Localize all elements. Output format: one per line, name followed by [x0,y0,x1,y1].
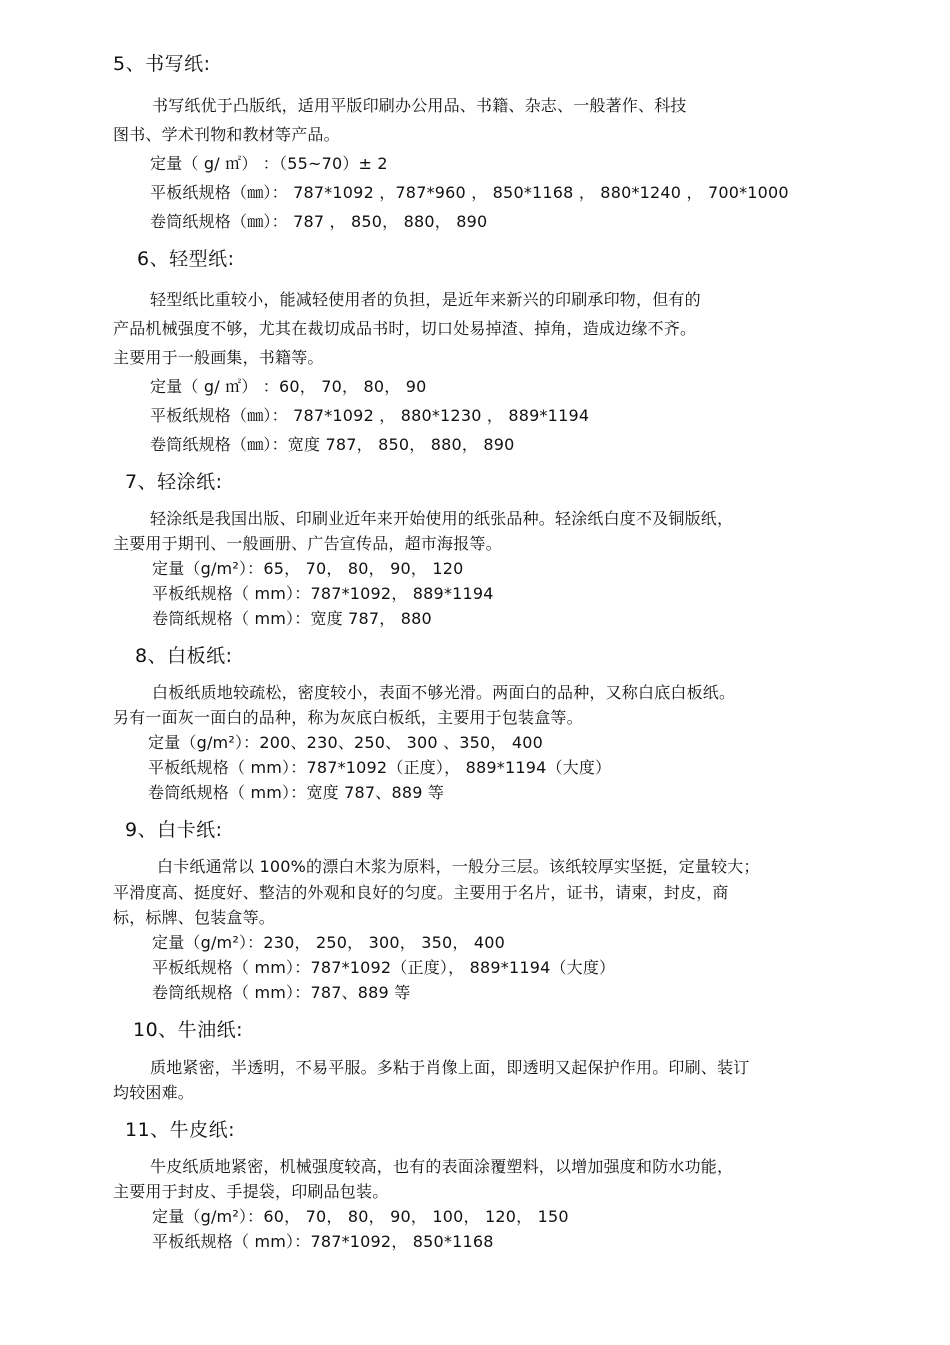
paragraph-line: 轻涂纸是我国出版、印刷业近年来开始使用的纸张品种。轻涂纸白度不及铜版纸， [150,509,734,528]
spec-line: 卷筒纸规格（ mm）：宽度 787， 880 [152,609,432,628]
spec-line: 平板纸规格（ mm）：787*1092， 850*1168 [152,1232,494,1251]
spec-line: 卷筒纸规格（㎜）：宽度 787， 850， 880， 890 [150,435,515,454]
paragraph-line: 白卡纸通常以 100%的漂白木浆为原料，一般分三层。该纸较厚实坚挺，定量较大； [157,857,760,876]
spec-line: 卷筒纸规格（㎜）： 787 ， 850， 880， 890 [150,212,488,231]
paragraph-line: 另有一面灰一面白的品种，称为灰底白板纸，主要用于包装盒等。 [113,708,583,727]
section-heading: 10、牛油纸: [133,1019,244,1041]
paragraph-line: 书写纸优于凸版纸，适用平版印刷办公用品、书籍、杂志、一般著作、科技 [152,96,687,115]
paragraph-line: 主要用于封皮、手提袋，印刷品包装。 [113,1182,389,1201]
paragraph-line: 主要用于期刊、一般画册、广告宣传品，超市海报等。 [113,534,502,553]
paragraph-line: 标，标牌、包装盒等。 [113,908,276,927]
paragraph-line: 主要用于一般画集，书籍等。 [113,348,324,367]
spec-line: 平板纸规格（ mm）：787*1092（正度）， 889*1194（大度） [152,958,616,977]
paragraph-line: 均较困难。 [113,1083,195,1102]
section-heading: 7、轻涂纸: [125,471,223,493]
spec-line: 平板纸规格（ mm）：787*1092， 889*1194 [152,584,494,603]
spec-line: 定量（ g/ ㎡） ：（55~70）± 2 [150,154,388,173]
paragraph-line: 图书、学术刊物和教材等产品。 [113,125,340,144]
paragraph-line: 平滑度高、挺度好、整洁的外观和良好的匀度。主要用于名片，证书，请柬，封皮，商 [113,883,729,902]
spec-line: 定量（g/m²）：60， 70， 80， 90， 100， 120， 150 [152,1207,569,1226]
spec-line: 定量（g/m²）：200、230、250、 300 、350， 400 [148,733,544,752]
paragraph-line: 牛皮纸质地紧密，机械强度较高，也有的表面涂覆塑料，以增加强度和防水功能， [150,1157,734,1176]
section-heading: 11、牛皮纸: [125,1119,236,1141]
spec-line: 定量（ g/ ㎡） ：60， 70， 80， 90 [150,377,427,396]
section-heading: 5、书写纸: [113,53,211,75]
paragraph-line: 白板纸质地较疏松，密度较小，表面不够光滑。两面白的品种，又称白底白板纸。 [152,683,736,702]
paragraph-line: 产品机械强度不够，尤其在裁切成品书时，切口处易掉渣、掉角，造成边缘不齐。 [113,319,697,338]
paragraph-line: 轻型纸比重较小，能减轻使用者的负担，是近年来新兴的印刷承印物，但有的 [150,290,701,309]
paragraph-line: 质地紧密，半透明，不易平服。多粘于肖像上面，即透明又起保护作用。印刷、装订 [150,1058,750,1077]
spec-line: 平板纸规格（ mm）：787*1092（正度）， 889*1194（大度） [148,758,612,777]
spec-line: 定量（g/m²）：65， 70， 80， 90， 120 [152,559,464,578]
spec-line: 卷筒纸规格（ mm）：宽度 787、889 等 [148,783,445,802]
section-heading: 9、白卡纸: [125,819,223,841]
section-heading: 8、白板纸: [135,645,233,667]
spec-line: 平板纸规格（㎜）： 787*1092 ， 880*1230 ， 889*1194 [150,406,590,425]
section-heading: 6、轻型纸: [137,248,235,270]
spec-line: 卷筒纸规格（ mm）：787、889 等 [152,983,411,1002]
spec-line: 定量（g/m²）：230， 250， 300， 350， 400 [152,933,505,952]
spec-line: 平板纸规格（㎜）： 787*1092 ，787*960 ， 850*1168 ， 880*1240 ， 700*1000 [150,183,789,202]
